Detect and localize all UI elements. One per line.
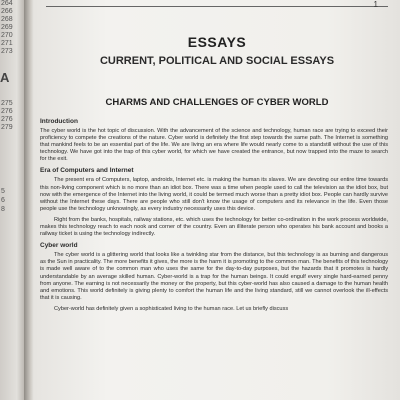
margin-number: 266 <box>1 8 13 15</box>
book-subtitle: CURRENT, POLITICAL AND SOCIAL ESSAYS <box>99 55 335 67</box>
margin-number: 273 <box>1 48 13 55</box>
previous-page-edge <box>0 0 24 400</box>
section-heading: Era of Computers and Internet <box>40 167 134 175</box>
book-spine <box>24 0 34 400</box>
section-heading: Introduction <box>40 118 78 125</box>
page-number: 1 <box>373 0 378 9</box>
margin-number: 276 <box>1 108 13 115</box>
paragraph: Cyber-world has definitely given a sophisticated living to the human race. Let us briefly discuss <box>54 305 289 312</box>
margin-number: 264 <box>1 0 13 7</box>
margin-number: 5 <box>1 188 5 195</box>
margin-number: 270 <box>1 32 13 39</box>
book-page <box>34 0 400 400</box>
margin-number: 269 <box>1 24 13 31</box>
paragraph: The cyber world is a glittering world that looks like a twinkling star from the distance, but this technology is as burning and dangerous as the Sun in practicality. The more benefits it gives, the more is the harm it is promoting to the common man. The benefits of this technology is made well aware of to the common man who uses the same for the day-to-day purposes, but the hazards that it promotes is hardly understandable by an average skilled human. Cyber-world is a trap for the human beings. It could engulf every single hard-earned penny from anyone. The earning is not necessarily the money or the property, but this cyber-world has also caused a damage to the human health and emotions. This world definitely is giving plenty to comfort the human life and the living standard, still we cannot overlook the ill-effects that it is causing. <box>40 252 388 301</box>
paragraph: Right from the banks, hospitals, railway stations, etc. which uses the technology for better co-ordination in the work process worldwide, makes this technology reach to each nook and corner of the country. Even an illiterate person who operates his bank account and books a railway ticket is using the technology indirectly. <box>40 216 388 238</box>
margin-number: 8 <box>1 206 5 213</box>
margin-number: 268 <box>1 16 13 23</box>
margin-number: 275 <box>1 100 13 107</box>
paragraph: The present era of Computers, laptop, androids, Internet etc. is making the human its slaves. We are devoting our entire time towards this non-living component which is no more than an idiot box. There was a time when people used to call the television as the idiot box, but now with the emergence of the Internet into the living world, it could be termed much worse than a pretty idiot box. People can hardly survive without the Internet these days. There are people who still don't know the usage of computers and its relevance in the life. Even those people use the technology unknowingly, as every industry necessarily uses this device. <box>40 177 388 212</box>
paragraph: The cyber world is the hot topic of discussion. With the advancement of the science and technology, human race are trying to exceed their proficiency to compete the creations of the nature. Cyber world is definitely the first step towards the same path. The Internet is something that mankind feels to be an essential part of the life. We are living an era where life would nearly come to a standstill without the use of this technology. We have got into the trap of this cyber world, for which we have created the entrance, but now trapped into the maze to search for the exit. <box>40 128 388 163</box>
margin-number: 271 <box>1 40 13 47</box>
book-title: ESSAYS <box>187 34 247 50</box>
margin-number: 279 <box>1 124 13 131</box>
margin-number: 6 <box>1 197 5 204</box>
margin-number: 276 <box>1 116 13 123</box>
header-rule <box>46 6 388 7</box>
essay-body <box>40 114 388 317</box>
section-heading: Cyber world <box>40 242 78 250</box>
margin-letter: A <box>0 70 10 85</box>
essay-title: CHARMS AND CHALLENGES OF CYBER WORLD <box>105 97 329 108</box>
